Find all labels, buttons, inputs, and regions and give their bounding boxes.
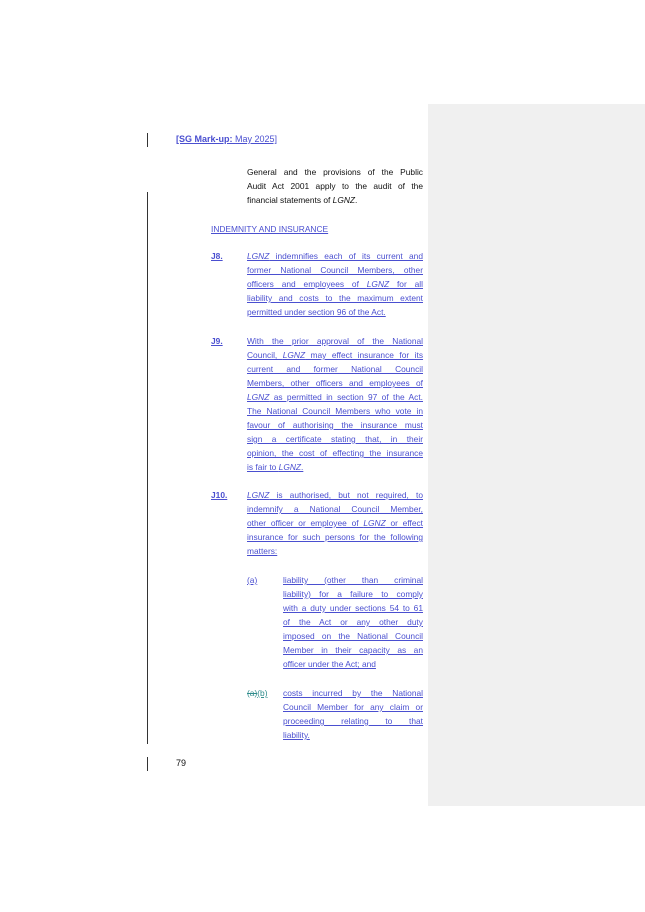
page-number: 79: [176, 758, 187, 768]
intro-paragraph: [247, 165, 423, 207]
item-b: costs incurred by the National Council Member for any claim or proceeding relating to that liability.: [283, 688, 423, 740]
intro-line-2: Audit Act 2001 apply to the audit of the: [247, 181, 423, 191]
comment-pane: [428, 104, 645, 806]
clause-j8: LGNZ indemnifies each of its current and former National Council Members, other officers and employees of LGNZ for all liability and costs to the maximum extent permitted under section 96 of the Act.: [247, 251, 423, 317]
clause-j10: LGNZ is authorised, but not required, to indemnify a National Council Member, other officer or employee of LGNZ or effect insurance for such persons for the following matters:: [247, 490, 424, 556]
item-a-label: (a): [247, 575, 258, 585]
change-bar-footer: [147, 757, 148, 771]
markup-date: May 2025]: [235, 134, 278, 144]
markup-label: [SG Mark-up:: [176, 134, 233, 144]
section-heading: INDEMNITY AND INSURANCE: [211, 224, 329, 234]
inserted-label: (b): [257, 688, 268, 698]
change-bar-body: [147, 192, 148, 744]
clause-j9: With the prior approval of the National Council, LGNZ may effect insurance for its current and former National Council Members, other officers and employees of LGNZ as permitted in section 97 of the Act. The National Council Members who vote in favour of authorising the insurance must sign a certificate stating that, in their opinion, the cost of effecting the insurance is fair to LGNZ.: [247, 336, 424, 472]
item-b-label: [247, 686, 268, 700]
item-a: liability (other than criminal liability) for a failure to comply with a duty under sections 54 to 61 of the Act or any other duty imposed on the National Council Member in their capacity as an officer under the Act; and: [283, 575, 423, 669]
markup-header: [176, 134, 277, 144]
deleted-label: (a): [247, 688, 258, 698]
clause-number-j9: J9.: [211, 336, 223, 346]
intro-line-3: financial statements of LGNZ.: [247, 195, 358, 205]
change-bar-header: [147, 133, 148, 147]
clause-number-j10: J10.: [211, 490, 228, 500]
intro-line-1: General and the provisions of the Public: [247, 167, 423, 177]
clause-number-j8: J8.: [211, 251, 223, 261]
